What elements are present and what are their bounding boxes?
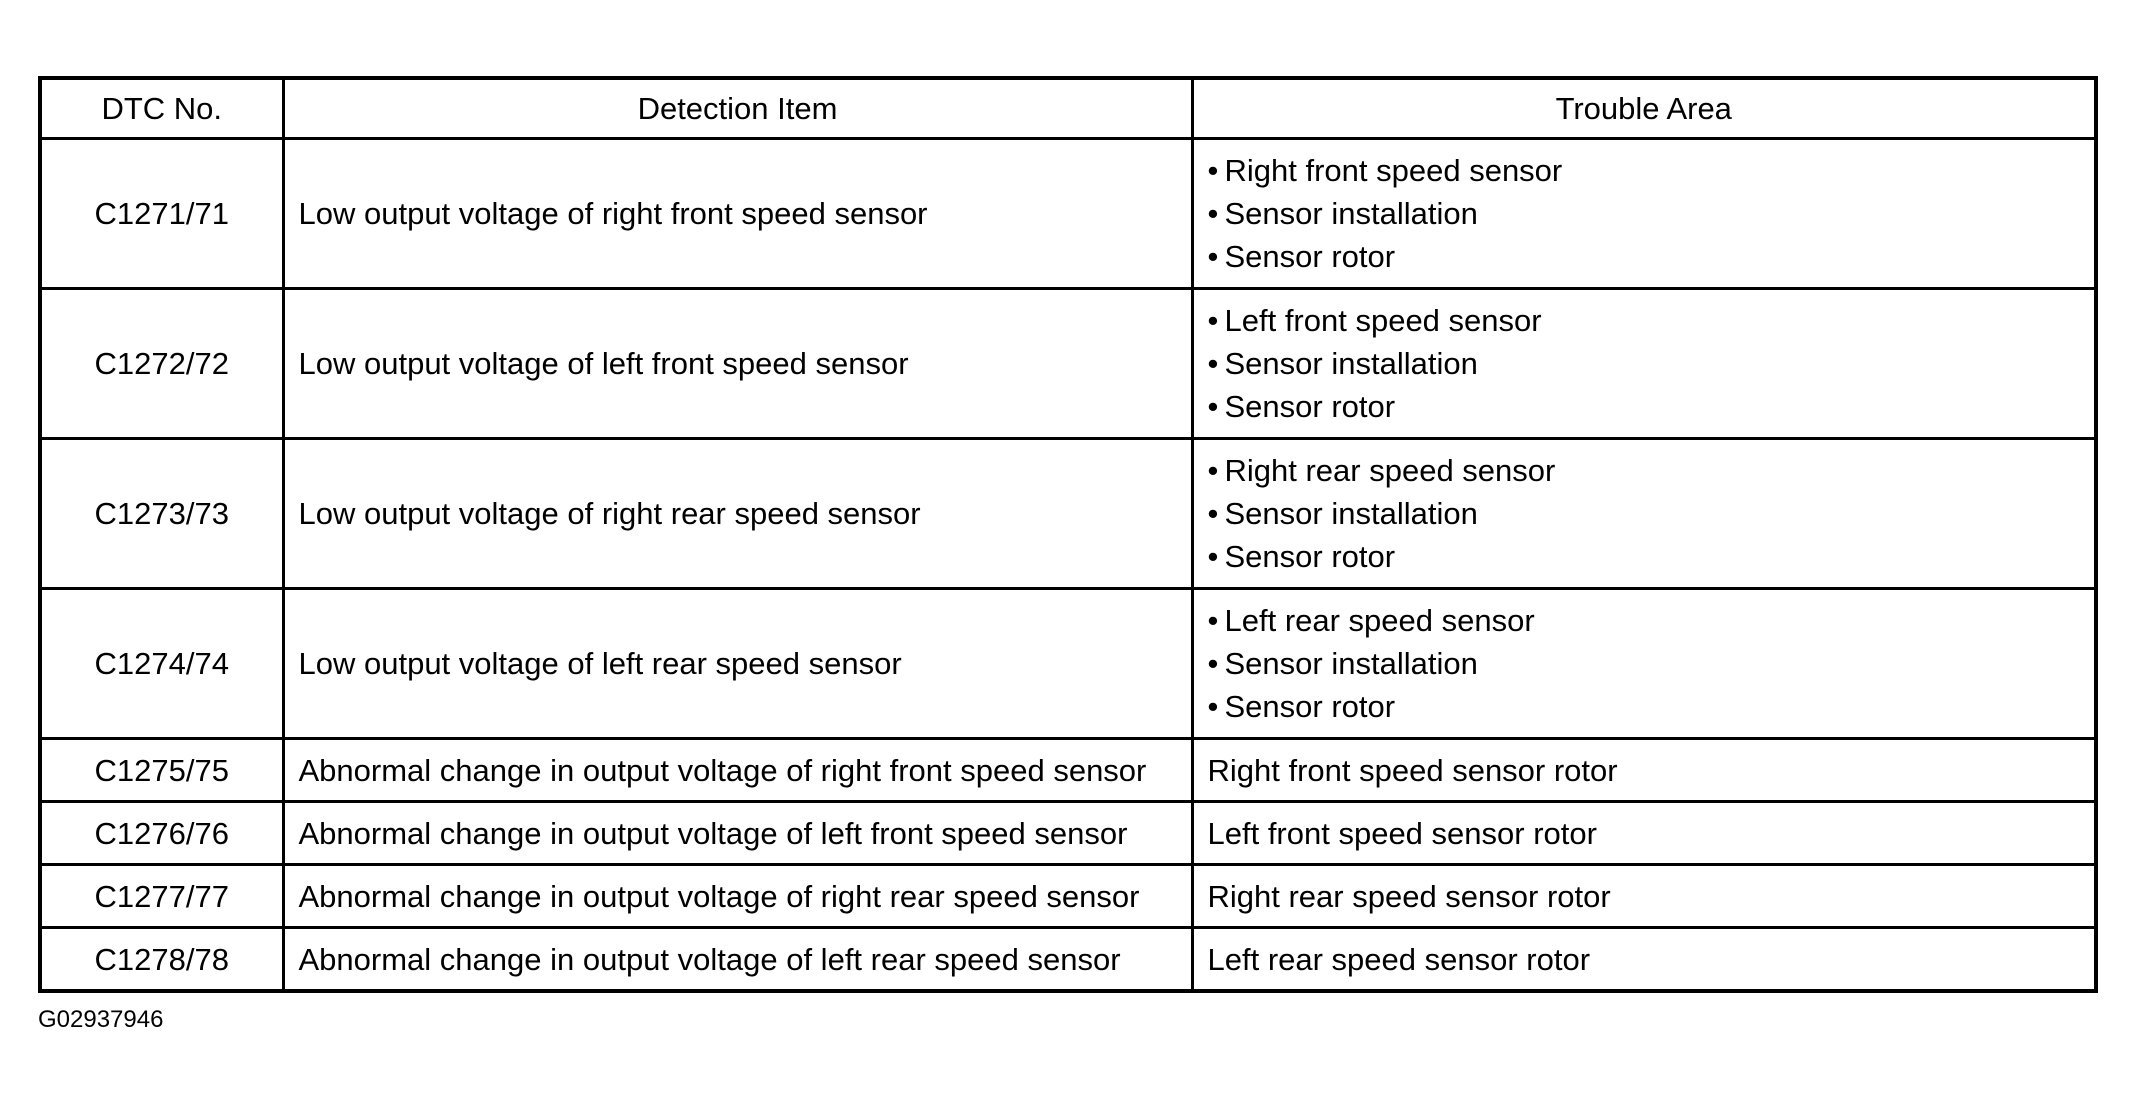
trouble-area — [1192, 289, 2096, 439]
trouble-area: Left rear speed sensor rotor — [1192, 928, 2096, 992]
header-dtc-no: DTC No. — [40, 78, 283, 139]
dtc-code: C1272/72 — [40, 289, 283, 439]
trouble-area-list — [1208, 599, 2095, 728]
detection-item: Abnormal change in output voltage of right front speed sensor — [283, 739, 1192, 802]
detection-item: Low output voltage of right front speed sensor — [283, 139, 1192, 289]
dtc-code: C1275/75 — [40, 739, 283, 802]
table-row — [40, 589, 2096, 739]
trouble-area-list — [1208, 299, 2095, 428]
trouble-area-item: • Left rear speed sensor — [1208, 599, 2095, 642]
trouble-area-item: • Sensor rotor — [1208, 535, 2095, 578]
dtc-code: C1273/73 — [40, 439, 283, 589]
trouble-area — [1192, 139, 2096, 289]
trouble-area: Right rear speed sensor rotor — [1192, 865, 2096, 928]
trouble-area — [1192, 589, 2096, 739]
header-trouble-area: Trouble Area — [1192, 78, 2096, 139]
trouble-area-item: • Left front speed sensor — [1208, 299, 2095, 342]
dtc-table — [38, 76, 2098, 993]
trouble-area-item: • Sensor installation — [1208, 192, 2095, 235]
trouble-area — [1192, 439, 2096, 589]
table-row — [40, 439, 2096, 589]
table-row — [40, 289, 2096, 439]
trouble-area: Right front speed sensor rotor — [1192, 739, 2096, 802]
header-detection-item: Detection Item — [283, 78, 1192, 139]
detection-item: Abnormal change in output voltage of left front speed sensor — [283, 802, 1192, 865]
trouble-area-list — [1208, 449, 2095, 578]
trouble-area-item: • Sensor rotor — [1208, 385, 2095, 428]
dtc-code: C1276/76 — [40, 802, 283, 865]
dtc-code: C1278/78 — [40, 928, 283, 992]
trouble-area-item: • Sensor installation — [1208, 492, 2095, 535]
trouble-area: Left front speed sensor rotor — [1192, 802, 2096, 865]
table-header-row — [40, 78, 2096, 139]
table-row — [40, 802, 2096, 865]
trouble-area-item: • Right front speed sensor — [1208, 149, 2095, 192]
trouble-area-item: • Right rear speed sensor — [1208, 449, 2095, 492]
table-row — [40, 865, 2096, 928]
detection-item: Low output voltage of left front speed sensor — [283, 289, 1192, 439]
detection-item: Abnormal change in output voltage of left rear speed sensor — [283, 928, 1192, 992]
trouble-area-list — [1208, 149, 2095, 278]
trouble-area-item: • Sensor installation — [1208, 642, 2095, 685]
table-row — [40, 739, 2096, 802]
dtc-code: C1277/77 — [40, 865, 283, 928]
trouble-area-item: • Sensor installation — [1208, 342, 2095, 385]
detection-item: Abnormal change in output voltage of right rear speed sensor — [283, 865, 1192, 928]
detection-item: Low output voltage of left rear speed sensor — [283, 589, 1192, 739]
figure-id: G02937946 — [38, 1006, 164, 1033]
detection-item: Low output voltage of right rear speed sensor — [283, 439, 1192, 589]
trouble-area-item: • Sensor rotor — [1208, 685, 2095, 728]
trouble-area-item: • Sensor rotor — [1208, 235, 2095, 278]
table-row — [40, 928, 2096, 992]
table-row — [40, 139, 2096, 289]
dtc-code: C1274/74 — [40, 589, 283, 739]
dtc-code: C1271/71 — [40, 139, 283, 289]
